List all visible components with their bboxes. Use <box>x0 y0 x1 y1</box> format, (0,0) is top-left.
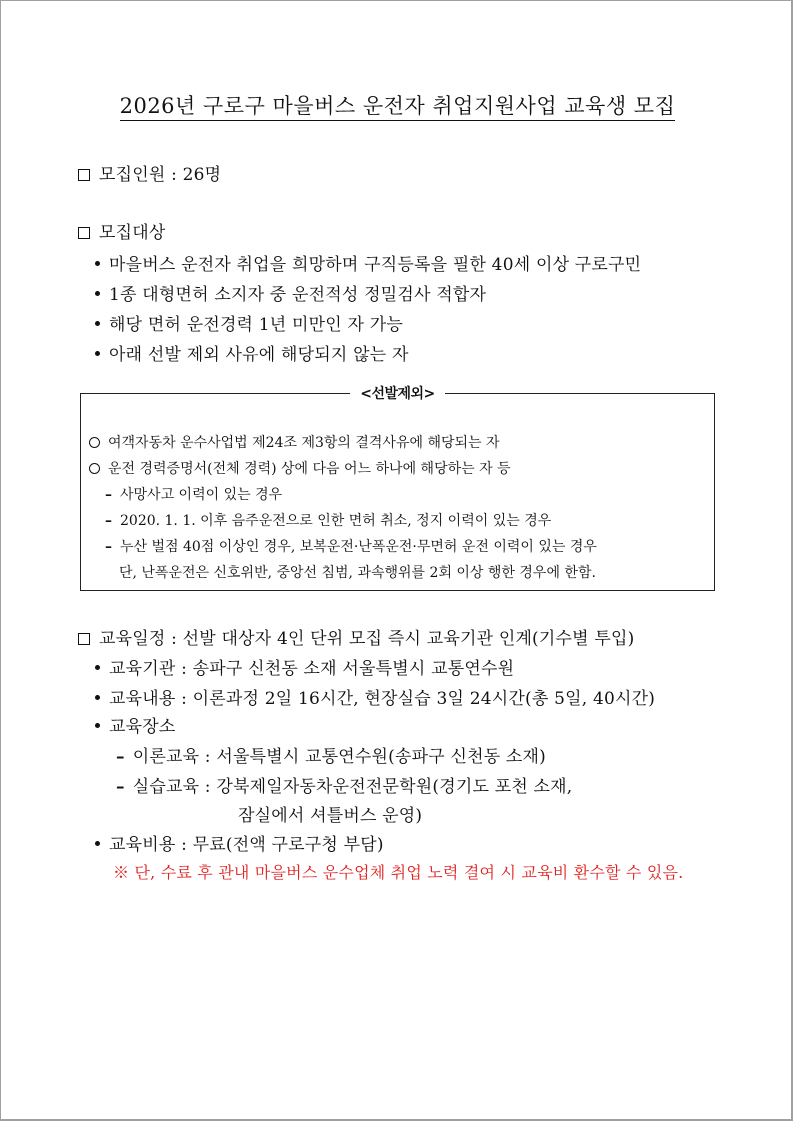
bullet-icon <box>95 261 100 266</box>
bullet-icon <box>95 321 100 326</box>
dash-bullet-icon: – <box>105 539 112 555</box>
target-item: 1종 대형면허 소지자 중 운전적성 정밀검사 적합자 <box>95 280 486 305</box>
bullet-icon <box>95 695 100 700</box>
bullet-icon <box>95 291 100 296</box>
target-item: 해당 면허 운전경력 1년 미만인 자 가능 <box>95 310 403 335</box>
square-bullet-icon <box>78 633 90 645</box>
schedule-heading: 교육일정 : 선발 대상자 4인 단위 모집 즉시 교육기관 인계(기수별 투입) <box>78 624 634 649</box>
exclusion-subitem: – 사망사고 이력이 있는 경우 <box>105 487 283 503</box>
bullet-icon <box>95 723 100 728</box>
schedule-cost: 교육비용 : 무료(전액 구로구청 부담) <box>95 830 384 855</box>
schedule-practice-cont: 잠실에서 셔틀버스 운영) <box>238 806 423 826</box>
circle-bullet-icon <box>89 463 100 474</box>
schedule-practice: – 실습교육 : 강북제일자동차운전전문학원(경기도 포천 소재, <box>116 777 573 797</box>
target-item: 아래 선발 제외 사유에 해당되지 않는 자 <box>95 340 409 365</box>
circle-bullet-icon <box>89 437 100 448</box>
exclusion-subitem: – 누산 벌점 40점 이상인 경우, 보복운전·난폭운전·무면허 운전 이력이 있는 경우 <box>105 539 597 555</box>
exclusion-item: 여객자동차 운수사업법 제24조 제3항의 결격사유에 해당되는 자 <box>89 432 500 452</box>
dash-bullet-icon: – <box>116 777 125 797</box>
square-bullet-icon <box>78 169 90 181</box>
schedule-institution: 교육기관 : 송파구 신천동 소재 서울특별시 교통연수원 <box>95 654 514 679</box>
square-bullet-icon <box>78 227 90 239</box>
bullet-icon <box>95 351 100 356</box>
bullet-icon <box>95 841 100 846</box>
bullet-icon <box>95 665 100 670</box>
recruit-count: 모집인원 : 26명 <box>78 160 221 185</box>
document-title: 2026년 구로구 마을버스 운전자 취업지원사업 교육생 모집 <box>0 90 795 120</box>
exclusion-note: 단, 난폭운전은 신호위반, 중앙선 침범, 과속행위를 2회 이상 행한 경우에 한함. <box>119 565 596 581</box>
schedule-theory: – 이론교육 : 서울특별시 교통연수원(송파구 신천동 소재) <box>116 747 546 767</box>
dash-bullet-icon: – <box>116 747 125 767</box>
exclusion-subitem: – 2020. 1. 1. 이후 음주운전으로 인한 면허 취소, 정지 이력이 있는 경우 <box>105 513 552 529</box>
refund-warning: ※ 단, 수료 후 관내 마을버스 운수업체 취업 노력 결여 시 교육비 환수할 수 있음. <box>113 863 684 882</box>
target-item: 마을버스 운전자 취업을 희망하며 구직등록을 필한 40세 이상 구로구민 <box>95 250 641 275</box>
schedule-content: 교육내용 : 이론과정 2일 16시간, 현장실습 3일 24시간(총 5일, 40시간) <box>95 684 655 709</box>
exclusion-box <box>80 386 715 591</box>
schedule-location: 교육장소 <box>95 712 176 737</box>
exclusion-box-title: <선발제외> <box>81 383 714 403</box>
dash-bullet-icon: – <box>105 513 112 529</box>
target-heading: 모집대상 <box>78 218 166 243</box>
exclusion-item: 운전 경력증명서(전체 경력) 상에 다음 어느 하나에 해당하는 자 등 <box>89 458 511 478</box>
dash-bullet-icon: – <box>105 487 112 503</box>
